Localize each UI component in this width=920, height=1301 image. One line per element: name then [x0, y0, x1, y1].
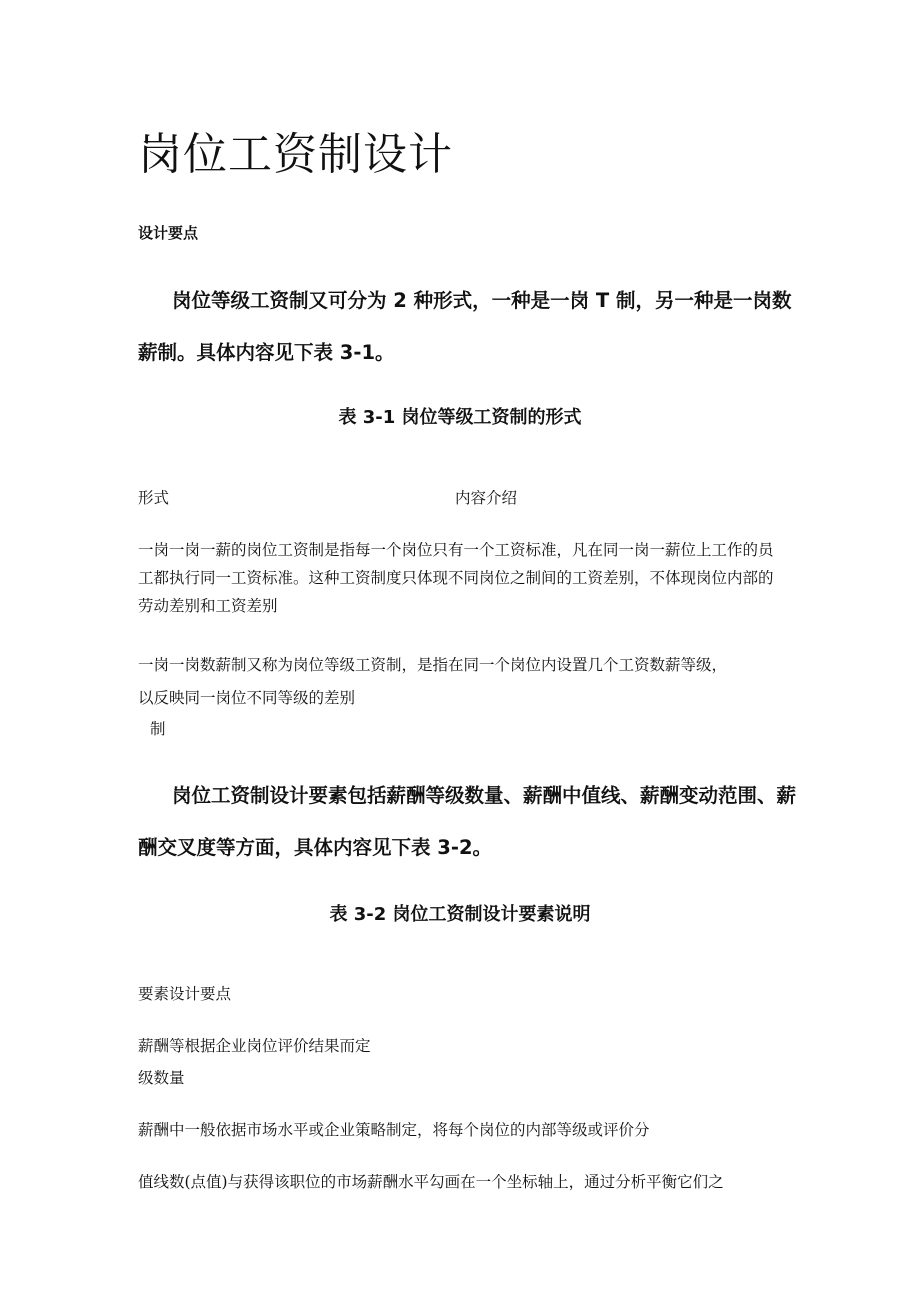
table2-caption: 表 3-2 岗位工资制设计要素说明	[329, 904, 591, 925]
second-paragraph: 岗位工资制设计要素包括薪酬等级数量、薪酬中值线、薪酬变动范围、薪酬交叉度等方面，具体内容见下表 3-2。	[138, 784, 797, 859]
table1-row-one-post-multi-pay-line2: 以反映同一岗位不同等级的差别	[138, 689, 356, 707]
table2-header: 要素设计要点	[138, 985, 232, 1003]
table1-row-one-post-multi-pay-line1: 一岗一岗数薪制又称为岗位等级工资制，是指在同一个岗位内设置几个工资数薪等级，	[138, 656, 728, 674]
section-heading: 设计要点	[138, 224, 199, 242]
table1-header-form: 形式	[138, 489, 170, 507]
table2-row-pay-midline-line1: 薪酬中一般依据市场水平或企业策略制定，将每个岗位的内部等级或评价分	[138, 1121, 650, 1139]
table1-header-content: 内容介绍	[455, 489, 518, 507]
intro-paragraph: 岗位等级工资制又可分为 2 种形式，一种是一岗 T 制，另一种是一岗数薪制。具体内容见下表 3-1。	[138, 289, 792, 364]
table1-row-one-post-multi-pay-line3: 制	[150, 720, 166, 738]
page-title: 岗位工资制设计	[138, 129, 453, 180]
table2-row-pay-grade-count-line1: 薪酬等根据企业岗位评价结果而定	[138, 1037, 371, 1055]
table1-row-one-post-one-pay: 一岗一岗一薪的岗位工资制是指每一个岗位只有一个工资标准，凡在同一岗一薪位上工作的员工都执行同一工资标准。这种工资制度只体现不同岗位之制间的工资差别，不体现岗位内部的劳动差别和工资差别	[138, 541, 774, 615]
table1-caption: 表 3-1 岗位等级工资制的形式	[338, 407, 582, 428]
table2-row-pay-grade-count-line2: 级数量	[138, 1069, 185, 1087]
table2-row-pay-midline-line2: 值线数(点值)与获得该职位的市场薪酬水平勾画在一个坐标轴上，通过分析平衡它们之	[138, 1173, 724, 1191]
